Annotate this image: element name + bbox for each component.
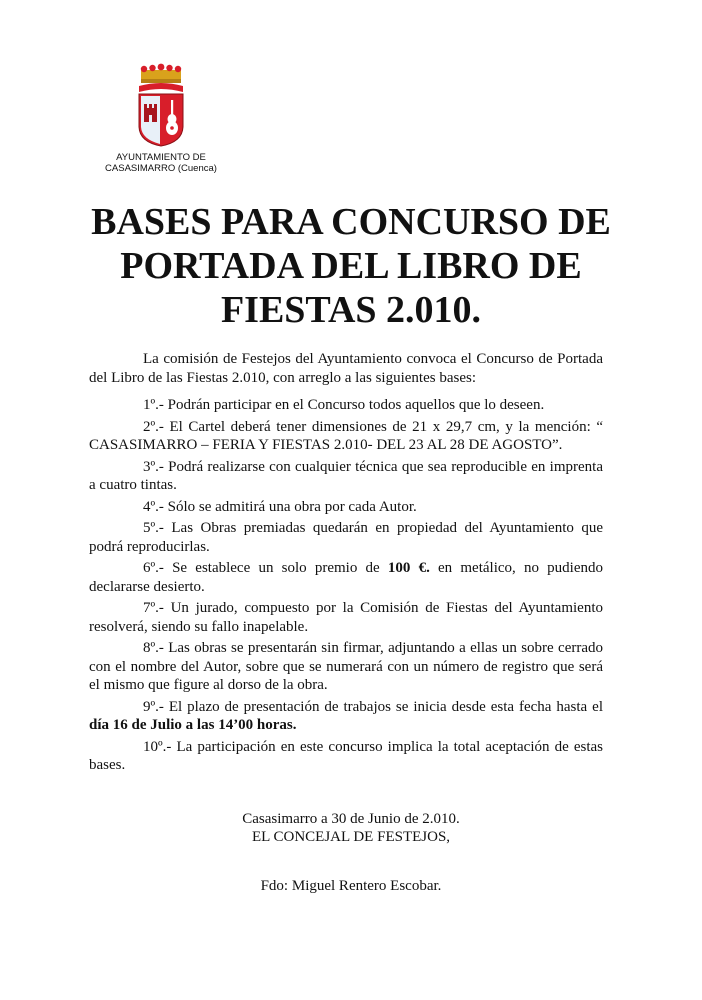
base-1: 1º.- Podrán participar en el Concurso todos aquellos que lo deseen. <box>143 397 545 413</box>
signer-name: Fdo: Miguel Rentero Escobar. <box>260 878 442 894</box>
document-title <box>60 200 642 332</box>
base-6 <box>89 559 603 596</box>
base-6-text-end: en metálico, no pudiendo declararse desierto. <box>89 560 603 595</box>
base-10: 10º.- La participación en este concurso implica la total aceptación de estas bases. <box>89 738 603 773</box>
base-2: 2º.- El Cartel deberá tener dimensiones de 21 x 29,7 cm, y la mención: “ CASASIMARRO – FERIA Y FIESTAS 2.010- DEL 23 AL 28 DE AGOSTO”. <box>89 418 603 453</box>
organization-line-1: AYUNTAMIENTO DE <box>116 152 206 163</box>
signer-role: EL CONCEJAL DE FESTEJOS, <box>251 829 451 845</box>
organization-line-2: CASASIMARRO (Cuenca) <box>105 163 217 174</box>
base-6-text: 6º.- Se establece un solo premio de <box>143 560 388 576</box>
intro-paragraph: La comisión de Festejos del Ayuntamiento convoca el Concurso de Portada del Libro de las Fiestas 2.010, con arreglo a las siguientes bases: <box>89 351 603 386</box>
base-3: 3º.- Podrá realizarse con cualquier técnica que sea reproducible en imprenta a cuatro tintas. <box>89 458 603 493</box>
coat-of-arms-icon <box>133 62 189 148</box>
letterhead <box>96 62 226 174</box>
document-body <box>89 350 603 775</box>
base-9 <box>89 698 603 735</box>
place-date: Casasimarro a 30 de Junio de 2.010. <box>242 811 460 827</box>
organization-name <box>96 152 226 174</box>
title-line-3: FIESTAS 2.010. <box>220 289 482 331</box>
base-9-text: 9º.- El plazo de presentación de trabajos se inicia desde esta fecha hasta el <box>143 698 603 715</box>
title-line-1: BASES PARA CONCURSO DE <box>91 201 611 243</box>
title-line-2: PORTADA DEL LIBRO DE <box>120 245 582 287</box>
base-8: 8º.- Las obras se presentarán sin firmar, adjuntando a ellas un sobre cerrado con el nombre del Autor, sobre que se numerará con un número de registro que será el mismo que figure al dorso de la obra. <box>89 640 603 693</box>
base-5: 5º.- Las Obras premiadas quedarán en propiedad del Ayuntamiento que podrá reproducirlas. <box>89 520 603 555</box>
base-4: 4º.- Sólo se admitirá una obra por cada Autor. <box>143 498 417 515</box>
prize-amount: 100 €. <box>387 560 430 576</box>
base-7: 7º.- Un jurado, compuesto por la Comisión de Fiestas del Ayuntamiento resolverá, siendo su fallo inapelable. <box>89 600 603 635</box>
deadline: día 16 de Julio a las 14’00 horas. <box>89 717 297 733</box>
